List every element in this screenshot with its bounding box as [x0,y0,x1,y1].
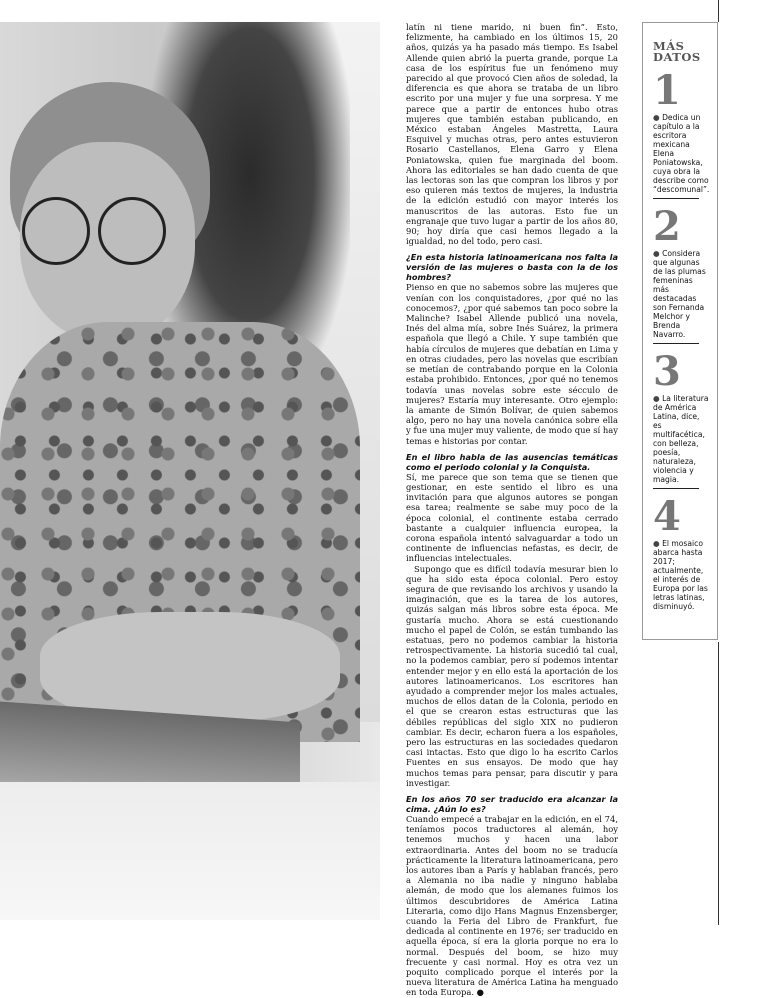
fact-text [653,539,709,611]
vertical-rule-top [718,0,719,22]
fact-separator [653,198,699,199]
article-paragraph: latín ni tiene marido, ni buen fin”. Esto, felizmente, ha cambiado en los últimos 15, 20 años, quizás ya ha pasado más tiempo. Es Isabel Allende quien abrió la puerta grande, porque La casa de los espíritus fue un fenómeno muy parecido al que provocó Cien años de soledad, la diferencia es que ahora se trataba de un libro escrito por una mujer y fue una sorpresa. Y me parece que a partir de entonces hubo otras mujeres que también estaban publicando, en México estaban Ángeles Mastretta, Laura Esquivel y muchas otras, pero antes estuvieron Rosario Castellanos, Elena Garro y Elena Poniatowska, quien fue marginada del boom. Ahora las editoriales se han dado cuenta de que las lectoras son las que compran los libros y por eso quieren más textos de mujeres, la industria de la edición estudió con mayor interés los manuscritos de las autoras. Esto fue un engranaje que tuvo lugar a partir de los años 80, 90; hoy diría que casi hemos llegado a la igualdad, no del todo, pero casi. [406,22,618,247]
bullet-icon: ● [653,113,660,122]
glasses-right-lens [98,197,166,265]
article-paragraph: Sí, me parece que son tema que se tienen que gestionar, en este sentido el libro es una invitación para que algunos autores se pongan esa tarea; realmente se sabe muy poco de la época colonial, el continente estaba cerrado bastante a cualquier influencia europea, la corona española intentó salvaguardar a todo un continente de influencias nefastas, es decir, de influencias intelectuales. [406,471,618,564]
fact-separator [653,343,699,344]
fact-text-content: La literatura de América Latina, dice, es multifacética, con belleza, poesía, naturaleza, violencia y magia. [653,394,709,484]
fact-text [653,394,709,484]
vertical-rule-bottom [718,642,719,925]
article-column [406,22,618,998]
article-paragraph: Cuando empecé a trabajar en la edición, en el 74, teníamos pocos traductores al alemán, hoy tenemos muchos y hacen una labor extraordinaria. Antes del boom no se traducía prácticamente la literatura latinoamericana, pero los autores iban a París y hablaban francés, pero a Alemania no iba nadie y ninguno hablaba alemán, de modo que los alemanes fuimos los últimos descubridores de América Latina Literaria, como dijo Hans Magnus Enzensberger, cuando la Feria del Libro de Frankfurt, fue dedicada al continente en 1976; ser traducido en aquella época, sí era la gloria porque no era lo normal. Después del boom, se hizo muy frecuente y casi normal. Hoy es otra vez un poquito complicado porque el interés por la nueva literatura de América Latina ha menguado en toda Europa. ● [406,814,618,998]
sidebar-more-data [642,22,718,640]
fact-item [653,348,709,489]
fact-text-content: Dedica un capítulo a la escritora mexicana Elena Poniatowska, cuya obra la describe como “descomunal”. [653,113,710,194]
fact-text-content: El mosaico abarca hasta 2017; actualmente, el interés de Europa por las letras latinas, disminuyó. [653,539,708,611]
fact-number: 4 [653,493,681,540]
fact-item [653,493,709,611]
bullet-icon: ● [653,394,660,403]
glasses-left-lens [22,197,90,265]
fact-item [653,203,709,344]
fact-text [653,113,709,194]
interview-question: En el libro habla de las ausencias temáticas como el periodo colonial y la Conquista. [406,451,618,472]
interview-question: En los años 70 ser traducido era alcanzar la cima. ¿Aún lo es? [406,794,618,815]
author-photo [0,22,380,920]
article-paragraph: Supongo que es difícil todavía mesurar bien lo que ha sido esta época colonial. Pero estoy segura de que revisando los archivos y usando la imaginación, que es la tarea de los autores, quizás salgan más libros sobre esta época. Me gustaría mucho. Ahora se está cuestionando mucho el papel de Colón, se están tumbando las estatuas, pero no podemos cambiar la historia retrospectivamente. La historia sucedió tal cual, no la podemos cambiar, pero sí podemos intentar entender mejor y en ello está la aportación de los autores latinoamericanos. Los escritores han ayudado a comprender mejor los males actuales, muchos de ellos datan de la Colonia, periodo en el que se crearon estas estructuras que las débiles repúblicas del siglo XIX no pudieron cambiar. Es decir, echaron fuera a los españoles, pero las estructuras en las sociedades quedaron casi intactas. Esto que digo lo ha escrito Carlos Fuentes en sus ensayos. De modo que hay muchos temas para pensar, para discutir y para investigar. [406,563,618,788]
fact-number: 3 [653,348,681,395]
sidebar-title: MÁS DATOS [653,39,701,64]
fact-text [653,249,709,339]
fact-item [653,67,710,199]
fact-number: 1 [653,67,681,114]
interview-question: ¿En esta historia latinoamericana nos falta la versión de las mujeres o basta con la de los hombres? [406,252,618,283]
article-paragraph: Pienso en que no sabemos sobre las mujeres que venían con los conquistadores, ¿por qué no las conocemos?, ¿por qué sabemos tan poco sobre la Malinche? Isabel Allende publicó una novela, Inés del alma mía, sobre Inés Suárez, la primera española que llegó a Chile. Y supe también que había círculos de mujeres que debatían en Lima y en otras ciudades, pero las novelas que escribían se metían de contrabando porque en la Colonia estaba prohibido. Entonces, ¿por qué no tenemos todavía unas novelas sobre este sécculo de mujeres? Estaría muy interesante. Otro ejemplo: la amante de Simón Bolívar, de quien sabemos algo, pero no hay una novela canónica sobre ella y fue una mujer muy valiente, de modo que sí hay temas e historias por contar. [406,282,618,446]
bullet-icon: ● [653,249,660,258]
fact-text-content: Considera que algunas de las plumas femeninas más destacadas son Fernanda Melchor y Brenda Navarro. [653,249,706,339]
fact-separator [653,488,699,489]
photo-table [0,782,380,920]
bullet-icon: ● [653,539,660,548]
fact-number: 2 [653,203,681,250]
photo-hands [40,612,340,722]
